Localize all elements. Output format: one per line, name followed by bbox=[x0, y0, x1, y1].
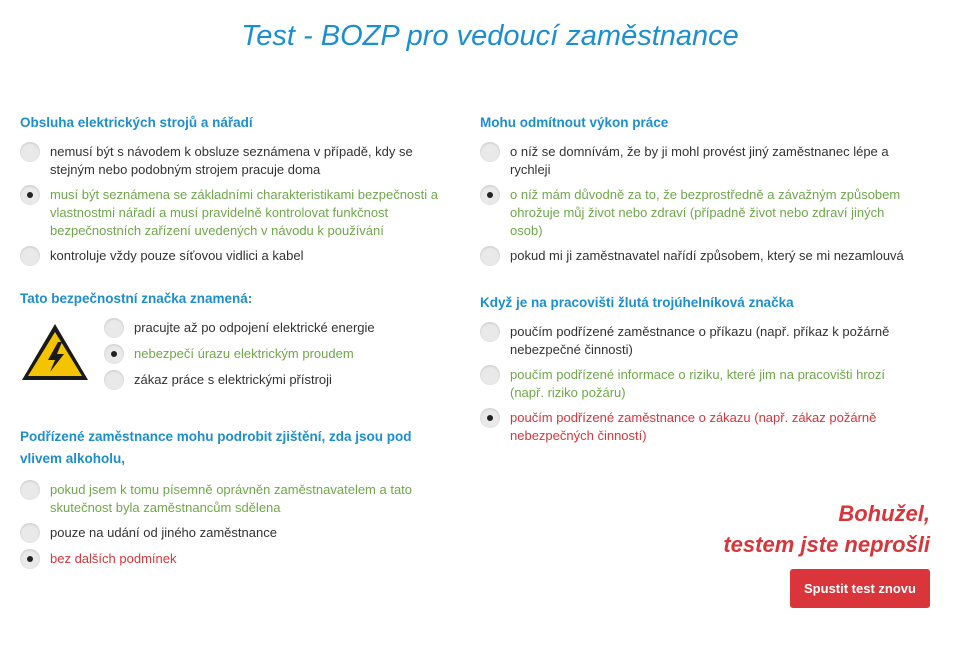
radio-button-checked[interactable] bbox=[104, 344, 124, 364]
answer-option-label: musí být seznámena se základními charakteristikami bezpečnosti a vlastnostmi nářadí a musí pravidelně kontrolovat funkčnost bezpečnostních zařízení uvedených v návodu k používání bbox=[50, 187, 439, 238]
radio-button[interactable] bbox=[20, 142, 40, 162]
answer-option-label: nebezpečí úrazu elektrickým proudem bbox=[134, 346, 354, 361]
answer-option[interactable] bbox=[20, 549, 440, 569]
answer-option-label: o níž se domnívám, že by ji mohl provést jiný zaměstnanec lépe a rychleji bbox=[510, 144, 889, 177]
answer-option[interactable] bbox=[480, 185, 920, 240]
retry-test-button[interactable]: Spustit test znovu bbox=[790, 569, 930, 608]
answer-option-label: nemusí být s návodem k obsluze seznámena v případě, kdy se stejným nebo podobným strojem pracuje doma bbox=[50, 144, 413, 177]
radio-button[interactable] bbox=[20, 480, 40, 500]
answer-option-label: pouze na udání od jiného zaměstnance bbox=[50, 525, 277, 540]
answer-option-label: poučím podřízené informace o riziku, které jim na pracovišti hrozí (např. riziko požáru) bbox=[510, 367, 885, 400]
question-title: Tato bezpečnostní značka znamená: bbox=[20, 291, 253, 306]
answer-option[interactable] bbox=[104, 318, 375, 338]
question-yellow-sign bbox=[480, 292, 920, 445]
answer-option[interactable] bbox=[480, 322, 920, 359]
answer-option[interactable] bbox=[480, 142, 920, 179]
question-electric-tools bbox=[20, 112, 440, 266]
answer-option[interactable] bbox=[20, 246, 440, 266]
answer-option-label: poučím podřízené zaměstnance o příkazu (např. příkaz k požárně nebezpečné činnosti) bbox=[510, 324, 890, 357]
answer-option[interactable] bbox=[20, 185, 440, 240]
question-title: Mohu odmítnout výkon práce bbox=[480, 115, 669, 130]
answer-option-label: zákaz práce s elektrickými přístroji bbox=[134, 372, 332, 387]
result-line-2: testem jste neprošli bbox=[723, 532, 930, 557]
question-title: Obsluha elektrických strojů a nářadí bbox=[20, 115, 253, 130]
result-line-1: Bohužel, bbox=[838, 501, 930, 526]
question-title: Když je na pracovišti žlutá trojúhelníková značka bbox=[480, 295, 794, 310]
answer-option[interactable] bbox=[20, 480, 440, 517]
answer-option[interactable] bbox=[104, 344, 375, 364]
radio-button[interactable] bbox=[480, 365, 500, 385]
answer-option-label: o níž mám důvodně za to, že bezprostředně a závažným způsobem ohrožuje můj život nebo zdraví (případně život nebo zdraví jiných osob) bbox=[510, 187, 901, 238]
answer-option[interactable] bbox=[480, 408, 920, 445]
answer-option[interactable] bbox=[20, 142, 440, 179]
radio-button-checked[interactable] bbox=[20, 185, 40, 205]
radio-button[interactable] bbox=[20, 246, 40, 266]
radio-button[interactable] bbox=[480, 142, 500, 162]
radio-button-checked[interactable] bbox=[20, 549, 40, 569]
answer-option[interactable] bbox=[20, 523, 440, 543]
question-safety-sign bbox=[20, 288, 440, 396]
left-column bbox=[20, 112, 440, 589]
question-alcohol bbox=[20, 426, 440, 569]
answer-option-label: bez dalších podmínek bbox=[50, 551, 177, 566]
radio-button[interactable] bbox=[480, 246, 500, 266]
answer-option[interactable] bbox=[480, 246, 920, 266]
answer-option-label: pokud mi ji zaměstnavatel nařídí způsobem, který se mi nezamlouvá bbox=[510, 248, 904, 263]
page-title: Test - BOZP pro vedoucí zaměstnance bbox=[241, 20, 739, 52]
radio-button[interactable] bbox=[20, 523, 40, 543]
answer-option-label: pokud jsem k tomu písemně oprávněn zaměstnavatelem a tato skutečnost byla zaměstnancům sdělena bbox=[50, 482, 413, 515]
answer-option[interactable] bbox=[104, 370, 375, 390]
radio-button-checked[interactable] bbox=[480, 408, 500, 428]
answer-option-label: kontroluje vždy pouze síťovou vidlici a kabel bbox=[50, 248, 304, 263]
question-title: Podřízené zaměstnance mohu podrobit zjištění, zda jsou pod vlivem alkoholu, bbox=[20, 429, 412, 466]
radio-button-checked[interactable] bbox=[480, 185, 500, 205]
radio-button[interactable] bbox=[104, 318, 124, 338]
result-message bbox=[723, 498, 930, 560]
answer-option-label: poučím podřízené zaměstnance o zákazu (např. zákaz požárně nebezpečných činností) bbox=[510, 410, 877, 443]
electric-hazard-sign-icon bbox=[20, 322, 90, 382]
question-refuse-work bbox=[480, 112, 920, 266]
answer-option-label: pracujte až po odpojení elektrické energie bbox=[134, 320, 375, 335]
radio-button[interactable] bbox=[480, 322, 500, 342]
answer-option[interactable] bbox=[480, 365, 920, 402]
right-column bbox=[480, 112, 920, 465]
radio-button[interactable] bbox=[104, 370, 124, 390]
